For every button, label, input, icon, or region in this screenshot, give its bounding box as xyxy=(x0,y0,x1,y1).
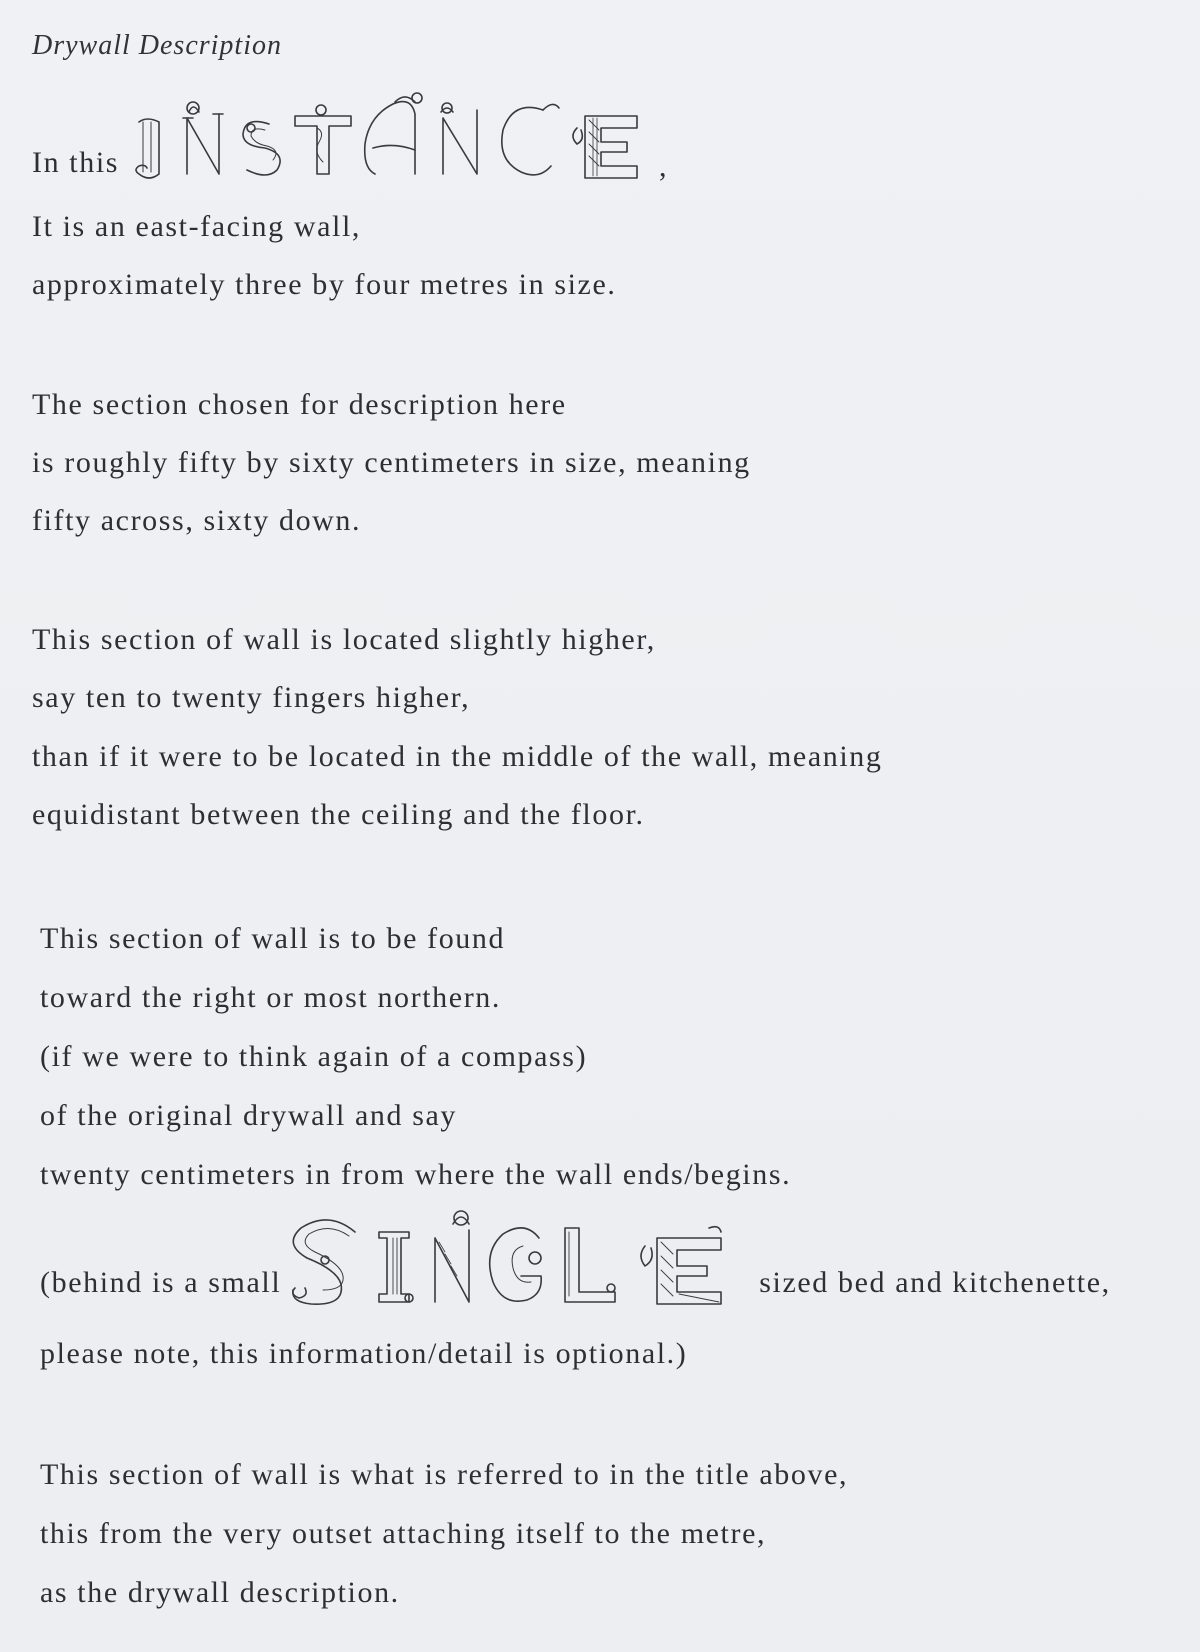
stanza-4-line-1: This section of wall is to be found xyxy=(40,922,506,955)
instance-ornate-lettering xyxy=(125,88,657,188)
stanza-5-line-1-before: (behind is a small xyxy=(40,1266,282,1299)
stanza-1-line-2: It is an east-facing wall, xyxy=(32,210,361,243)
stanza-1-line-1-before: In this xyxy=(32,146,120,179)
stanza-6-line-2: this from the very outset attaching itself to the metre, xyxy=(40,1517,767,1550)
stanza-6-line-1: This section of wall is what is referred to in the title above, xyxy=(40,1458,849,1491)
stanza-2-line-3: fifty across, sixty down. xyxy=(32,504,362,537)
stanza-4-line-4: of the original drywall and say xyxy=(40,1099,457,1132)
stanza-1-line-1-after: , xyxy=(659,150,669,183)
stanza-3-line-2: say ten to twenty fingers higher, xyxy=(32,681,471,714)
stanza-4-line-2: toward the right or most northern. xyxy=(40,981,501,1014)
stanza-6-line-3: as the drywall description. xyxy=(40,1576,400,1609)
single-ornate-word xyxy=(289,1198,749,1310)
stanza-4-line-3: (if we were to think again of a compass) xyxy=(40,1040,588,1073)
stanza-2-line-1: The section chosen for description here xyxy=(32,388,567,421)
stanza-5-line-2: please note, this information/detail is optional.) xyxy=(40,1337,688,1370)
stanza-5-line-1 xyxy=(40,1198,1111,1310)
document-title: Drywall Description xyxy=(32,30,282,61)
stanza-1-line-3: approximately three by four metres in size. xyxy=(32,268,617,301)
stanza-3-line-3: than if it were to be located in the middle of the wall, meaning xyxy=(32,740,883,773)
stanza-1-line-1 xyxy=(32,88,668,188)
stanza-3-line-4: equidistant between the ceiling and the floor. xyxy=(32,798,645,831)
stanza-3-line-1: This section of wall is located slightly higher, xyxy=(32,623,656,656)
stanza-4-line-5: twenty centimeters in from where the wall ends/begins. xyxy=(40,1158,792,1191)
stanza-5-line-1-after: sized bed and kitchenette, xyxy=(759,1266,1111,1299)
instance-ornate-word xyxy=(125,88,657,188)
single-ornate-lettering xyxy=(289,1198,749,1310)
stanza-2-line-2: is roughly fifty by sixty centimeters in size, meaning xyxy=(32,446,751,479)
